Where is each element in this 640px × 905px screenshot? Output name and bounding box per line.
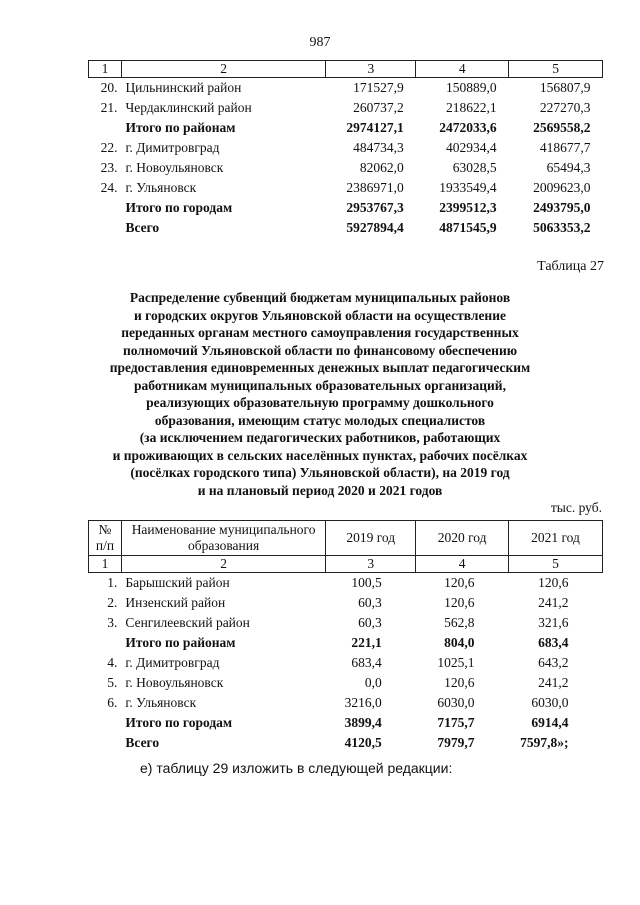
table-row [89,218,603,238]
column-header: 2019 год [326,521,416,556]
value-cell: 7175,7 [437,715,475,730]
title-line: (за исключением педагогических работников, работающих [139,430,501,445]
table-header-row [89,521,603,556]
table-row [89,653,603,673]
value-cell: 5063353,2 [533,220,591,235]
row-number: 3. [107,615,118,630]
value-cell: 60,3 [358,615,382,630]
value-cell: 241,2 [538,595,569,610]
row-name: Сенгилеевский район [125,615,250,630]
table-row [89,613,603,633]
value-cell: 4120,5 [344,735,382,750]
value-cell: 0,0 [364,675,382,690]
value-cell: 120,6 [444,575,475,590]
value-cell: 150889,0 [446,80,497,95]
value-cell: 60,3 [358,595,382,610]
value-cell: 484734,3 [353,140,404,155]
row-number: 2. [107,595,118,610]
value-cell: 6030,0 [437,695,475,710]
value-cell: 5927894,4 [346,220,404,235]
table-row [89,593,603,613]
row-number: 4. [107,655,118,670]
value-cell: 418677,7 [539,140,591,155]
row-name: Итого по районам [125,635,236,650]
page-number: 987 [309,35,331,50]
row-number [89,218,122,238]
table-row [89,673,603,693]
row-number: 1. [107,575,118,590]
table-row [89,78,603,99]
value-cell: 2386971,0 [346,180,404,195]
value-cell: 321,6 [538,615,569,630]
table-title [60,289,580,499]
table-row [89,633,603,653]
value-cell: 65494,3 [546,160,591,175]
row-number [89,633,122,653]
column-header: № п/п [89,521,122,556]
row-name: Чердаклинский район [125,100,252,115]
title-line: работникам муниципальных образовательных организаций, [134,377,506,393]
row-number: 20. [100,80,118,95]
row-name: Барышский район [125,575,230,590]
title-line: образования, имеющим статус молодых специалистов [154,412,486,428]
title-line: Распределение субвенций бюджетам муниципальных районов [129,290,511,305]
title-line: полномочий Ульяновской области по финансовому обеспечению [122,342,518,358]
column-number: 4 [416,556,509,573]
title-line: реализующих образовательную программу дошкольного [146,395,494,410]
row-name: Всего [125,220,160,235]
value-cell: 3216,0 [344,695,382,710]
row-number [89,713,122,733]
row-name: Всего [125,735,160,750]
value-cell: 218622,1 [446,100,497,115]
row-name: Цильнинский район [125,80,242,95]
value-cell: 1025,1 [437,655,475,670]
row-name: Итого по районам [125,120,236,135]
value-cell: 82062,0 [359,160,404,175]
row-name: г. Новоульяновск [125,160,224,175]
row-name: Инзенский район [125,595,226,610]
footer-text: е) таблицу 29 изложить в следующей редакции: [140,760,453,776]
value-cell: 6914,4 [531,715,569,730]
table-row [89,98,603,118]
value-cell: 804,0 [444,635,475,650]
table-label: Таблица 27 [537,259,604,274]
value-cell: 221,1 [351,635,382,650]
title-line: и проживающих в сельских населённых пунктах, рабочих посёлках [112,447,528,463]
column-number: 1 [89,556,122,573]
column-header: 2021 год [509,521,603,556]
table-27 [88,520,603,753]
value-cell: 2974127,1 [346,120,404,135]
value-cell: 2009623,0 [533,180,591,195]
value-cell: 156807,9 [539,80,591,95]
table-row [89,573,603,594]
value-cell: 643,2 [538,655,569,670]
table-row [89,693,603,713]
value-cell: 120,6 [538,575,569,590]
row-number [89,118,122,138]
value-cell: 4871545,9 [439,220,497,235]
column-number: 5 [509,556,603,573]
table-continuation [88,60,603,238]
row-number: 6. [107,695,118,710]
value-cell: 120,6 [444,675,475,690]
row-name: г. Димитровград [125,655,220,670]
value-cell: 6030,0 [531,695,569,710]
table-row [89,118,603,138]
table-row [89,713,603,733]
table-row [89,733,603,753]
row-name: Итого по городам [125,200,233,215]
value-cell: 402934,4 [446,140,497,155]
column-number: 1 [89,61,122,78]
row-number [89,198,122,218]
title-line: переданных органам местного самоуправления государственных [121,325,519,340]
value-cell: 260737,2 [353,100,404,115]
title-line: предоставления единовременных денежных выплат педагогическим [109,360,531,375]
value-cell: 100,5 [351,575,382,590]
value-cell: 2399512,3 [439,200,497,215]
value-cell: 120,6 [444,595,475,610]
column-number: 5 [509,61,603,78]
row-name: г. Димитровград [125,140,220,155]
row-name: г. Ульяновск [125,695,197,710]
value-cell: 2953767,3 [346,200,404,215]
row-number: 24. [100,180,118,195]
title-line: и городских округов Ульяновской области на осуществление [134,307,506,323]
value-cell: 683,4 [538,635,569,650]
row-number: 5. [107,675,118,690]
value-cell: 562,8 [444,615,475,630]
value-cell: 2493795,0 [533,200,591,215]
value-cell: 241,2 [538,675,569,690]
column-header: Наименование муниципального образования [121,521,325,556]
value-cell: 683,4 [351,655,382,670]
column-number: 3 [326,556,416,573]
table-row [89,178,603,198]
column-number: 2 [121,556,325,573]
title-line: (посёлках городского типа) Ульяновской области), на 2019 год [130,465,510,480]
column-number: 3 [326,61,416,78]
title-line: и на плановый период 2020 и 2021 годов [197,482,443,498]
value-cell: 1933549,4 [439,180,497,195]
column-number: 4 [416,61,509,78]
value-cell: 171527,9 [353,80,404,95]
value-cell: 7979,7 [437,735,475,750]
row-name: Итого по городам [125,715,233,730]
column-header: 2020 год [416,521,509,556]
value-cell: 227270,3 [539,100,591,115]
column-number: 2 [121,61,325,78]
table-row [89,198,603,218]
value-cell: 3899,4 [344,715,382,730]
value-cell: 63028,5 [452,160,497,175]
row-number [89,733,122,753]
row-number: 23. [100,160,118,175]
value-cell: 2569558,2 [533,120,591,135]
row-number: 21. [100,100,118,115]
row-name: г. Ульяновск [125,180,197,195]
table-header-row [89,61,603,78]
value-cell: 2472033,6 [439,120,497,135]
row-number: 22. [100,140,118,155]
column-number-row [89,556,603,573]
table-row [89,158,603,178]
row-name: г. Новоульяновск [125,675,224,690]
table-row [89,138,603,158]
units-label: тыс. руб. [550,500,602,515]
value-cell: 7597,8»; [520,735,569,750]
